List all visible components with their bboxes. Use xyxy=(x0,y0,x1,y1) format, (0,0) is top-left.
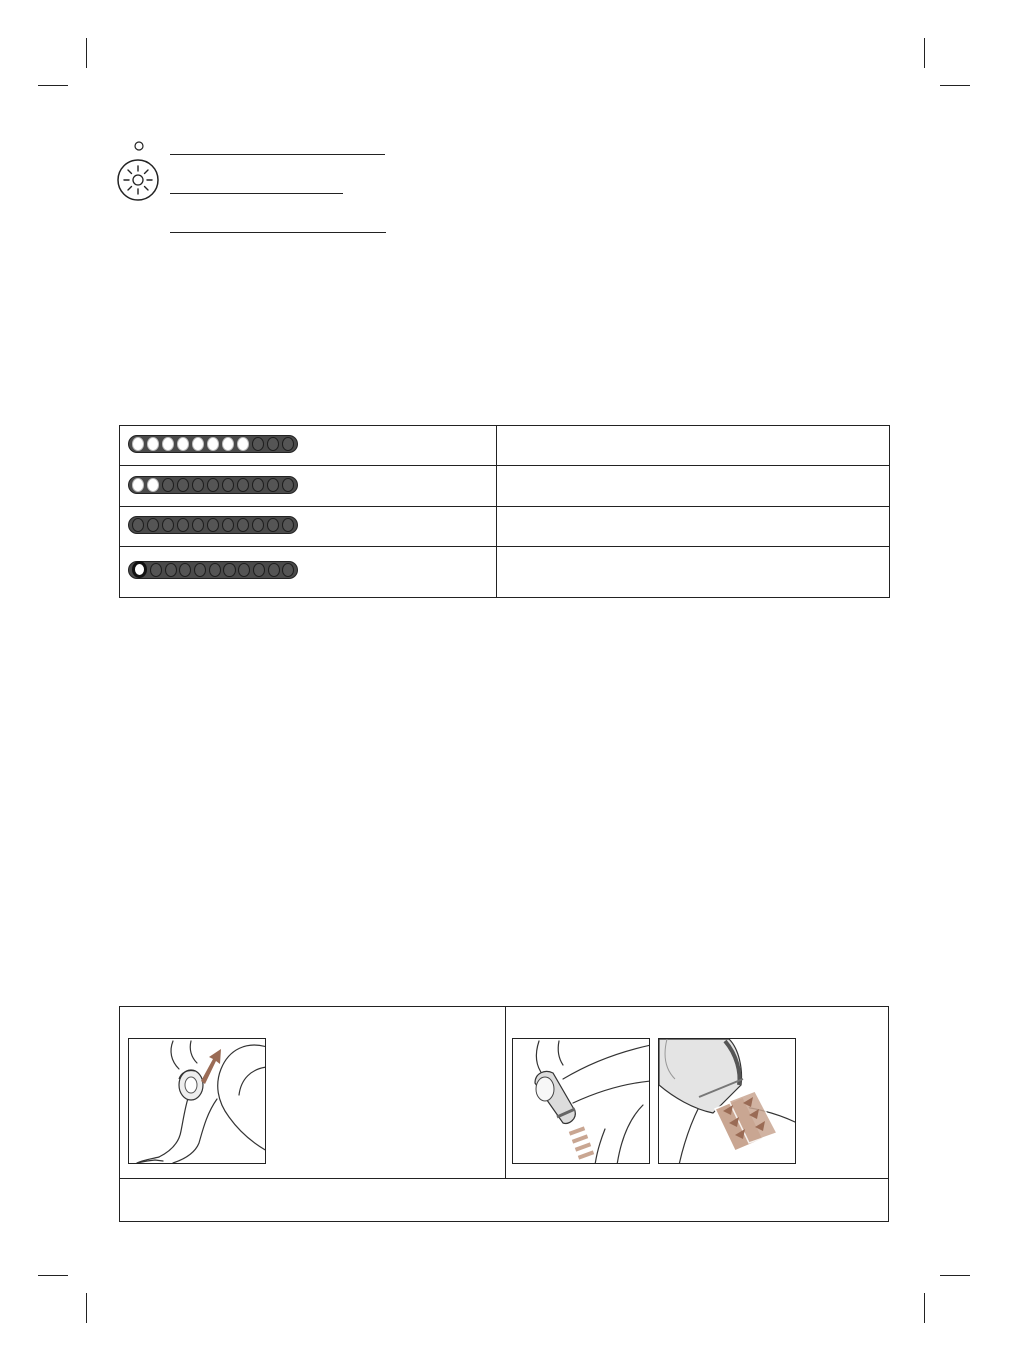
indicator-light-off xyxy=(282,478,294,492)
indicator-light-off xyxy=(267,518,279,532)
indicator-light-off xyxy=(282,518,294,532)
level-row xyxy=(120,466,890,507)
indicator-light-off xyxy=(162,478,174,492)
level-table xyxy=(119,425,890,598)
indicator-light-on xyxy=(132,437,144,451)
head-closeup-illustration xyxy=(658,1038,796,1164)
panel-divider xyxy=(505,1007,506,1178)
indicator-light-off xyxy=(282,437,294,451)
small-circle-icon xyxy=(133,140,145,152)
indicator-light-off xyxy=(177,518,189,532)
crop-mark xyxy=(924,1293,925,1323)
crop-mark xyxy=(924,38,925,68)
indicator-light-off xyxy=(150,563,162,577)
indicator-light-on xyxy=(177,437,189,451)
indicator-light-off xyxy=(194,563,206,577)
indicator-light-off xyxy=(282,563,294,577)
level-indicator-bar xyxy=(128,476,298,494)
usage-figure-box xyxy=(119,1006,889,1222)
indicator-light-off xyxy=(253,563,265,577)
sun-icon xyxy=(116,158,160,202)
crop-mark xyxy=(86,1293,87,1323)
indicator-light-on xyxy=(192,437,204,451)
indicator-light-off xyxy=(252,478,264,492)
indicator-light-off xyxy=(237,518,249,532)
legend-line-1 xyxy=(170,154,385,155)
indicator-light-off xyxy=(252,518,264,532)
indicator-light-off xyxy=(162,518,174,532)
indicator-light-off xyxy=(207,478,219,492)
indicator-light-on xyxy=(237,437,249,451)
level-indicator-bar xyxy=(128,435,298,453)
indicator-light-on xyxy=(147,437,159,451)
level-description xyxy=(497,466,890,507)
leg-glide-illustration xyxy=(128,1038,266,1164)
indicator-light-off xyxy=(267,437,279,451)
level-row xyxy=(120,426,890,466)
level-indicator-bar xyxy=(128,516,298,534)
indicator-light-off xyxy=(165,563,177,577)
indicator-light-off xyxy=(132,518,144,532)
indicator-light-off xyxy=(237,478,249,492)
indicator-light-on xyxy=(147,478,159,492)
indicator-light-off xyxy=(267,478,279,492)
thigh-step-illustration xyxy=(512,1038,650,1164)
level-indicator-cell xyxy=(120,507,497,547)
legend-line-2 xyxy=(170,193,343,194)
indicator-light-off xyxy=(252,437,264,451)
indicator-light-off xyxy=(222,478,234,492)
indicator-light-on xyxy=(132,478,144,492)
crop-mark xyxy=(940,85,970,86)
indicator-light-off xyxy=(179,563,191,577)
indicator-light-off xyxy=(207,518,219,532)
level-description xyxy=(497,547,890,598)
crop-mark xyxy=(38,85,68,86)
indicator-light-on xyxy=(162,437,174,451)
level-indicator-bar xyxy=(128,561,298,579)
crop-mark xyxy=(940,1275,970,1276)
indicator-light-off xyxy=(192,478,204,492)
level-row xyxy=(120,507,890,547)
indicator-light-on xyxy=(222,437,234,451)
legend-line-3 xyxy=(170,232,386,233)
indicator-light-off xyxy=(147,518,159,532)
indicator-light-off xyxy=(222,518,234,532)
indicator-light-highlighted xyxy=(132,561,147,578)
level-description xyxy=(497,426,890,466)
indicator-light-off xyxy=(177,478,189,492)
level-description xyxy=(497,507,890,547)
indicator-light-off xyxy=(209,563,221,577)
level-indicator-cell xyxy=(120,547,497,598)
indicator-light-off xyxy=(223,563,235,577)
indicator-light-off xyxy=(268,563,280,577)
crop-mark xyxy=(86,38,87,68)
indicator-light-off xyxy=(238,563,250,577)
level-indicator-cell xyxy=(120,466,497,507)
crop-mark xyxy=(38,1275,68,1276)
level-indicator-cell xyxy=(120,426,497,466)
level-row xyxy=(120,547,890,598)
indicator-light-off xyxy=(192,518,204,532)
indicator-light-on xyxy=(207,437,219,451)
footer-divider xyxy=(120,1178,888,1179)
